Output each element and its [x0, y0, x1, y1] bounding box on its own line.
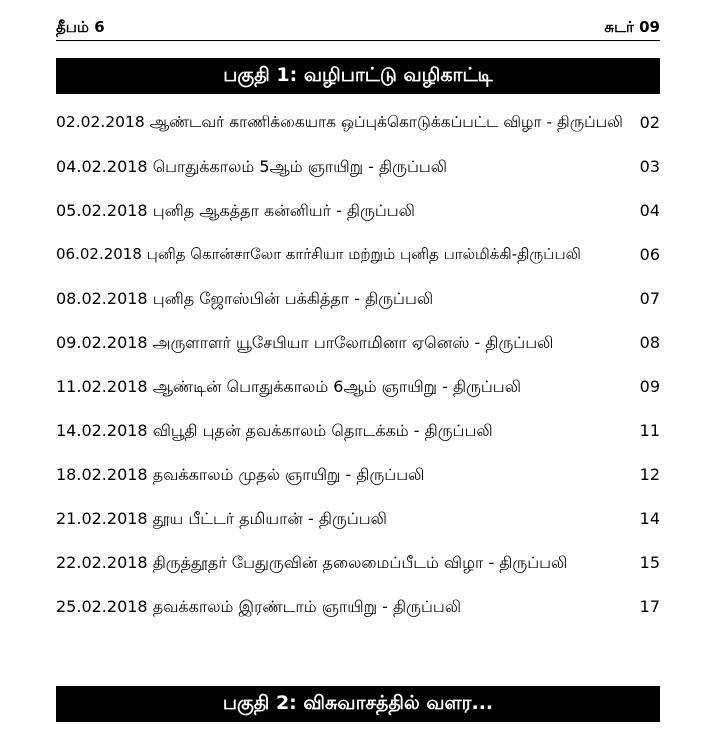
toc-row[interactable] [56, 454, 660, 498]
page-header [56, 14, 660, 41]
header-issue-label: தீபம் 6 [56, 18, 105, 36]
toc-entry-text: 14.02.2018 விபூதி புதன் தவக்காலம் தொடக்கம் - திருப்பலி [56, 421, 493, 440]
toc-entry-text: 11.02.2018 ஆண்டின் பொதுக்காலம் 6ஆம் ஞாயிறு - திருப்பலி [56, 377, 521, 396]
toc-page-number: 04 [639, 201, 660, 220]
toc-page-number: 17 [639, 597, 660, 616]
toc-row[interactable] [56, 542, 660, 586]
toc-entry-text: 22.02.2018 திருத்தூதர் பேதுருவின் தலைமைப்பீடம் விழா - திருப்பலி [56, 553, 568, 572]
toc-page-number: 12 [639, 465, 660, 484]
toc-row[interactable] [56, 366, 660, 410]
toc-page-number: 08 [639, 333, 660, 352]
toc-entry-text: 18.02.2018 தவக்காலம் முதல் ஞாயிறு - திருப்பலி [56, 465, 425, 484]
section-2-title: பகுதி 2: விசுவாசத்தில் வளர... [222, 691, 494, 714]
toc-row[interactable] [56, 102, 660, 146]
toc-page-number: 09 [639, 377, 660, 396]
section-1-title: பகுதி 1: வழிபாட்டு வழிகாட்டி [223, 63, 493, 86]
toc-row[interactable] [56, 498, 660, 542]
toc-entry-text: 09.02.2018 அருளாளர் யூசேபியா பாலோமினா ஏனெஸ் - திருப்பலி [56, 333, 554, 352]
toc-row[interactable] [56, 410, 660, 454]
header-number-label: சுடர் 09 [604, 18, 660, 36]
toc-page-number: 07 [639, 289, 660, 308]
toc-row[interactable] [56, 586, 660, 630]
toc-entry-text: 04.02.2018 பொதுக்காலம் 5ஆம் ஞாயிறு - திருப்பலி [56, 157, 448, 176]
toc-page-number: 15 [639, 553, 660, 572]
toc-entry-text: 21.02.2018 தூய பீட்டர் தமியான் - திருப்பலி [56, 509, 387, 528]
toc-page-number: 06 [639, 245, 660, 264]
toc-entry-text: 05.02.2018 புனித ஆகத்தா கன்னியர் - திருப்பலி [56, 201, 415, 220]
toc-page-number: 02 [639, 113, 660, 132]
section-1-heading [56, 58, 660, 94]
toc-row[interactable] [56, 234, 660, 278]
toc-row[interactable] [56, 278, 660, 322]
toc-entry-text: 02.02.2018 ஆண்டவர் காணிக்கையாக ஒப்புக்கொடுக்கப்பட்ட விழா - திருப்பலி [56, 113, 623, 131]
toc-page-number: 11 [639, 421, 660, 440]
toc-entry-text: 08.02.2018 புனித ஜோஸ்பின் பக்கித்தா - திருப்பலி [56, 289, 434, 308]
toc-entry-text: 25.02.2018 தவக்காலம் இரண்டாம் ஞாயிறு - திருப்பலி [56, 597, 462, 616]
toc-row[interactable] [56, 322, 660, 366]
toc-page-number: 14 [639, 509, 660, 528]
toc-row[interactable] [56, 146, 660, 190]
toc-row[interactable] [56, 190, 660, 234]
toc-entry-text: 06.02.2018 புனித கொன்சாலோ கார்சியா மற்றும் புனித பால்மிக்கி-திருப்பலி [56, 245, 581, 263]
toc-list [56, 102, 660, 630]
section-2-heading [56, 686, 660, 722]
toc-page-number: 03 [639, 157, 660, 176]
